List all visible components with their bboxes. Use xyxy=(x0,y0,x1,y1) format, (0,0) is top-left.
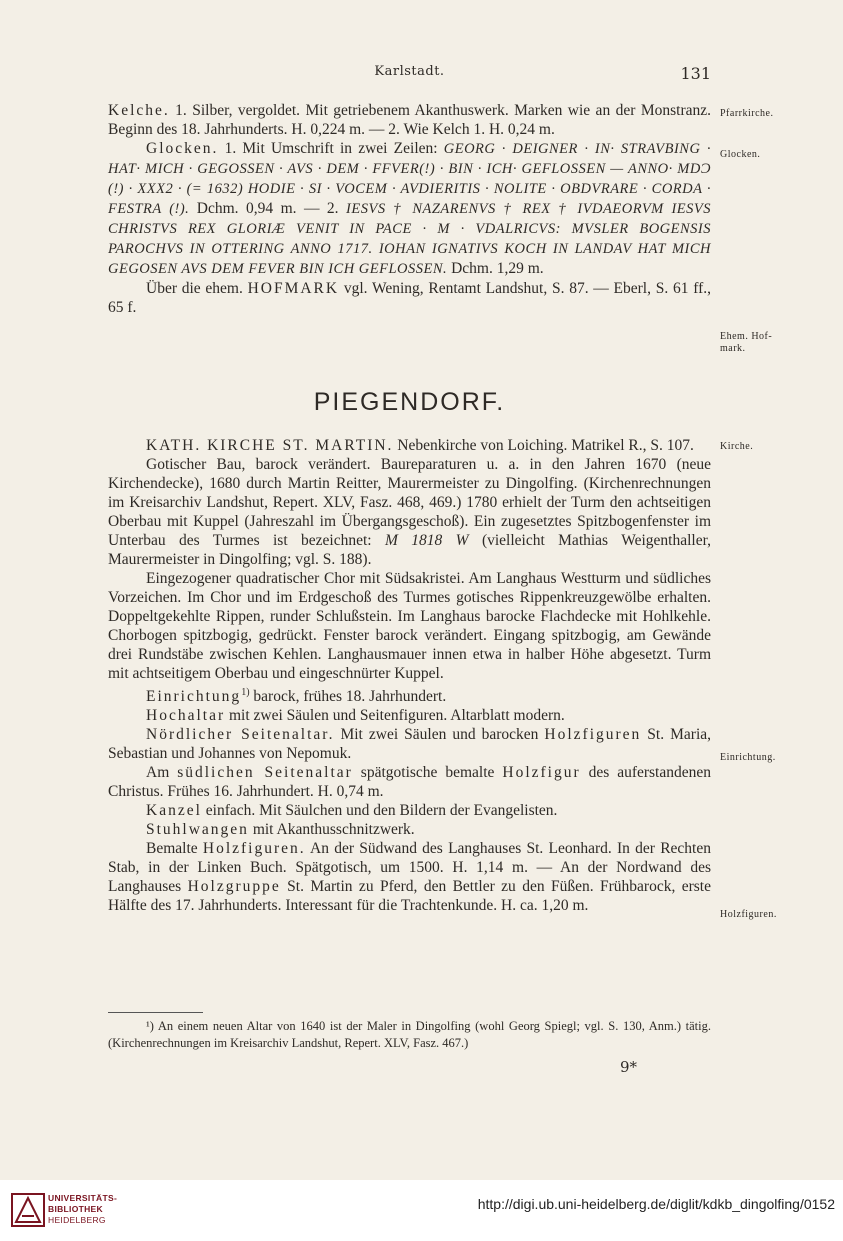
paragraph-noerdlicher xyxy=(108,725,711,763)
margin-note-einrichtung: Einrichtung. xyxy=(720,752,776,763)
margin-note-holzfiguren: Holzfiguren. xyxy=(720,909,777,920)
paragraph-kelche xyxy=(108,101,711,139)
gotisch-text-a: Gotischer Bau, barock verändert. Baureparaturen u. a. in den Jahren 1670 (neue Kirchendecke), 1680 durch Martin Reitter, Maurermeister zu Dingolfing. (Kirchenrechnungen im Kreisarchiv Landshut, Repert. XLV, Fasz. 468, 469.) 1780 erhielt der Turm den achtseitigen Oberbau mit Kuppel (Jahreszahl im Übergangsgeschoß). Ein zugesetztes Spitzbogenfenster im Unterbau des Turmes ist bezeichnet: xyxy=(108,456,711,549)
text-block-piegendorf xyxy=(108,436,711,915)
paragraph-einrichtung xyxy=(108,683,711,706)
gotisch-text-b: (vielleicht Mathias Weigenthaller, Maurermeister in Dingolfing; vgl. S. 188). xyxy=(108,532,711,568)
footnote-text: ¹) An einem neuen Altar von 1640 ist der Maler in Dingolfing (wohl Georg Spiegl; vgl. S. 130, Anm.) tätig. (Kirchenrechnungen im Kreisarchiv Landshut, Repert. XLV, Fasz. 467.) xyxy=(108,1019,711,1050)
paragraph-stuhlwangen xyxy=(108,820,711,839)
suedlicher-text-a: spätgotische bemalte xyxy=(352,764,503,782)
bell-inscription-2: IESVS † NAZARENVS † REX † IVDAEORVM IESVS CHRISTVS REX GLORIÆ VENIT IN PACE · M · VDALRICVS: MVSLER BOGENSIS PAROCHVS IN OTTERING ANNO 1717. IOHAN IGNATIVS KOCH IN LANDAV HAT MICH GEGOSEN AVS DEM FEVER BIN ICH GEFLOSSEN. xyxy=(108,201,712,277)
term-hochaltar: Hochaltar xyxy=(146,707,226,725)
margin-note-pfarrkirche: Pfarrkirche. xyxy=(720,108,774,119)
margin-note-kirche: Kirche. xyxy=(720,441,754,452)
paragraph-suedlicher xyxy=(108,763,711,801)
suedlicher-text-b: des auferstandenen Christus. Frühes 16. Jahrhundert. H. 0,74 m. xyxy=(108,764,712,801)
margin-note-glocken: Glocken. xyxy=(720,149,761,160)
logo-line-3: HEIDELBERG xyxy=(48,1215,106,1225)
glocken-dimension-2: Dchm. 1,29 m. xyxy=(447,260,544,277)
term-glocken: Glocken. xyxy=(146,140,219,157)
term-kirche: KATH. KIRCHE ST. MARTIN. xyxy=(146,437,394,454)
term-holzgruppe: Holzgruppe xyxy=(187,878,281,896)
paragraph-holzfiguren xyxy=(108,839,711,915)
logo-text xyxy=(48,1193,117,1226)
text-block-karlstadt xyxy=(108,101,711,317)
source-url[interactable]: http://digi.ub.uni-heidelberg.de/diglit/kdkb_dingolfing/0152 xyxy=(477,1196,835,1212)
term-stuhlwangen: Stuhlwangen xyxy=(146,821,249,839)
term-kanzel: Kanzel xyxy=(146,802,202,820)
term-holzfiguren-2: Holzfiguren. xyxy=(202,840,306,858)
logo-line-2: BIBLIOTHEK xyxy=(48,1204,103,1214)
running-title: Karlstadt. xyxy=(374,64,445,79)
footer-bar xyxy=(0,1180,843,1241)
glocken-dimension-1: Dchm. 0,94 m. — 2. xyxy=(189,200,347,217)
paragraph-hochaltar xyxy=(108,706,711,725)
paragraph-hofmark xyxy=(108,279,711,317)
paragraph-gotisch xyxy=(108,455,711,569)
suedlicher-pre: Am xyxy=(146,764,178,782)
paragraph-kirche xyxy=(108,436,711,455)
noerdlicher-text-a: Mit zwei Säulen und barocken xyxy=(334,726,545,744)
signature-mark: 9* xyxy=(620,1058,638,1076)
glocken-intro: 1. Mit Umschrift in zwei Zeilen: xyxy=(218,140,444,157)
term-holzfiguren-1: Holzfiguren xyxy=(544,726,642,744)
library-logo[interactable] xyxy=(10,1190,130,1230)
page-number: 131 xyxy=(680,64,711,83)
footnote-rule xyxy=(108,1012,203,1013)
paragraph-glocken xyxy=(108,139,711,279)
holzfiguren-text-a: An der Südwand des Langhauses St. Leonhard. In der Rechten Stab, in der Linken Buch. Spätgotisch, um 1500. H. 1,14 m. — An der Nordwand des Langhauses xyxy=(108,840,711,896)
section-heading: PIEGENDORF. xyxy=(313,388,506,416)
kanzel-text: einfach. Mit Säulchen und den Bildern der Evangelisten. xyxy=(201,802,558,820)
term-einrichtung: Einrichtung xyxy=(146,688,242,706)
kelche-text: 1. Silber, vergoldet. Mit getriebenem Akanthuswerk. Marken wie an der Monstranz. Beginn des 18. Jahrhunderts. H. 0,224 m. — 2. Wie Kelch 1. H. 0,24 m. xyxy=(108,102,711,138)
noerdlicher-text-b: St. Maria, Sebastian und Johannes von Nepomuk. xyxy=(108,726,712,763)
tower-mark: M 1818 W xyxy=(384,532,469,549)
einrichtung-text: barock, frühes 18. Jahrhundert. xyxy=(249,688,447,706)
hofmark-pre: Über die ehem. xyxy=(146,280,248,297)
running-header xyxy=(108,64,711,84)
hochaltar-text: mit zwei Säulen und Seitenfiguren. Altarblatt modern. xyxy=(225,707,565,725)
term-hofmark: HOFMARK xyxy=(247,280,340,297)
holzfiguren-text-b: St. Martin zu Pferd, den Bettler zu den Füßen. Frühbarock, erste Hälfte des 17. Jahrhunderts. Interessant für die Trachtenkunde. H. ca. 1,20 m. xyxy=(108,878,711,915)
footnote xyxy=(108,1018,711,1052)
term-holzfigur: Holzfigur xyxy=(502,764,581,782)
bell-inscription-1: GEORG · DEIGNER · IN· STRAVBING · HAT· MICH · GEGOSSEN · AVS · DEM · FFVER(!) · BIN · ICH· GEFLOSSEN — ANNO· MDƆ (!) · XXX2 · (= 1632) HODIE · SI · VOCEM · AVDIERITIS · NOLITE · OBDVRARE · CORDA · FESTRA (!). xyxy=(108,141,711,217)
stuhlwangen-text: mit Akanthusschnitzwerk. xyxy=(248,821,415,839)
hofmark-text: vgl. Wening, Rentamt Landshut, S. 87. — Eberl, S. 61 ff., 65 f. xyxy=(108,280,711,316)
library-seal-icon xyxy=(10,1190,46,1230)
paragraph-chor: Eingezogener quadratischer Chor mit Südsakristei. Am Langhaus Westturm und südliches Vorzeichen. Im Chor und im Erdgeschoß des Turmes gotisches Rippenkreuzgewölbe erhalten. Doppeltgekehlte Rippen, runder Schlußstein. Im Langhaus barocke Flachdecke mit Hohlkehle. Chorbogen spitzbogig, gedrückt. Fenster barock verändert. Eingang spitzbogig, am Gewände drei Rundstäbe zwischen Kehlen. Langhausmauer innen etwa in halber Höhe abgesetzt. Turm mit achtseitigem Oberbau und eingeschnürter Kuppel. xyxy=(108,570,711,682)
footnote-ref: 1) xyxy=(241,687,250,698)
term-kelche: Kelche. xyxy=(108,102,170,119)
kirche-text: Nebenkirche von Loiching. Matrikel R., S. 107. xyxy=(393,437,694,454)
term-noerdlicher: Nördlicher Seitenaltar. xyxy=(146,726,335,744)
term-suedlicher: südlichen Seitenaltar xyxy=(177,764,353,782)
holzfiguren-pre: Bemalte xyxy=(146,840,203,858)
logo-line-1: UNIVERSITÄTS- xyxy=(48,1193,118,1203)
paragraph-kanzel xyxy=(108,801,711,820)
margin-note-hofmark: Ehem. Hof-mark. xyxy=(720,331,773,354)
